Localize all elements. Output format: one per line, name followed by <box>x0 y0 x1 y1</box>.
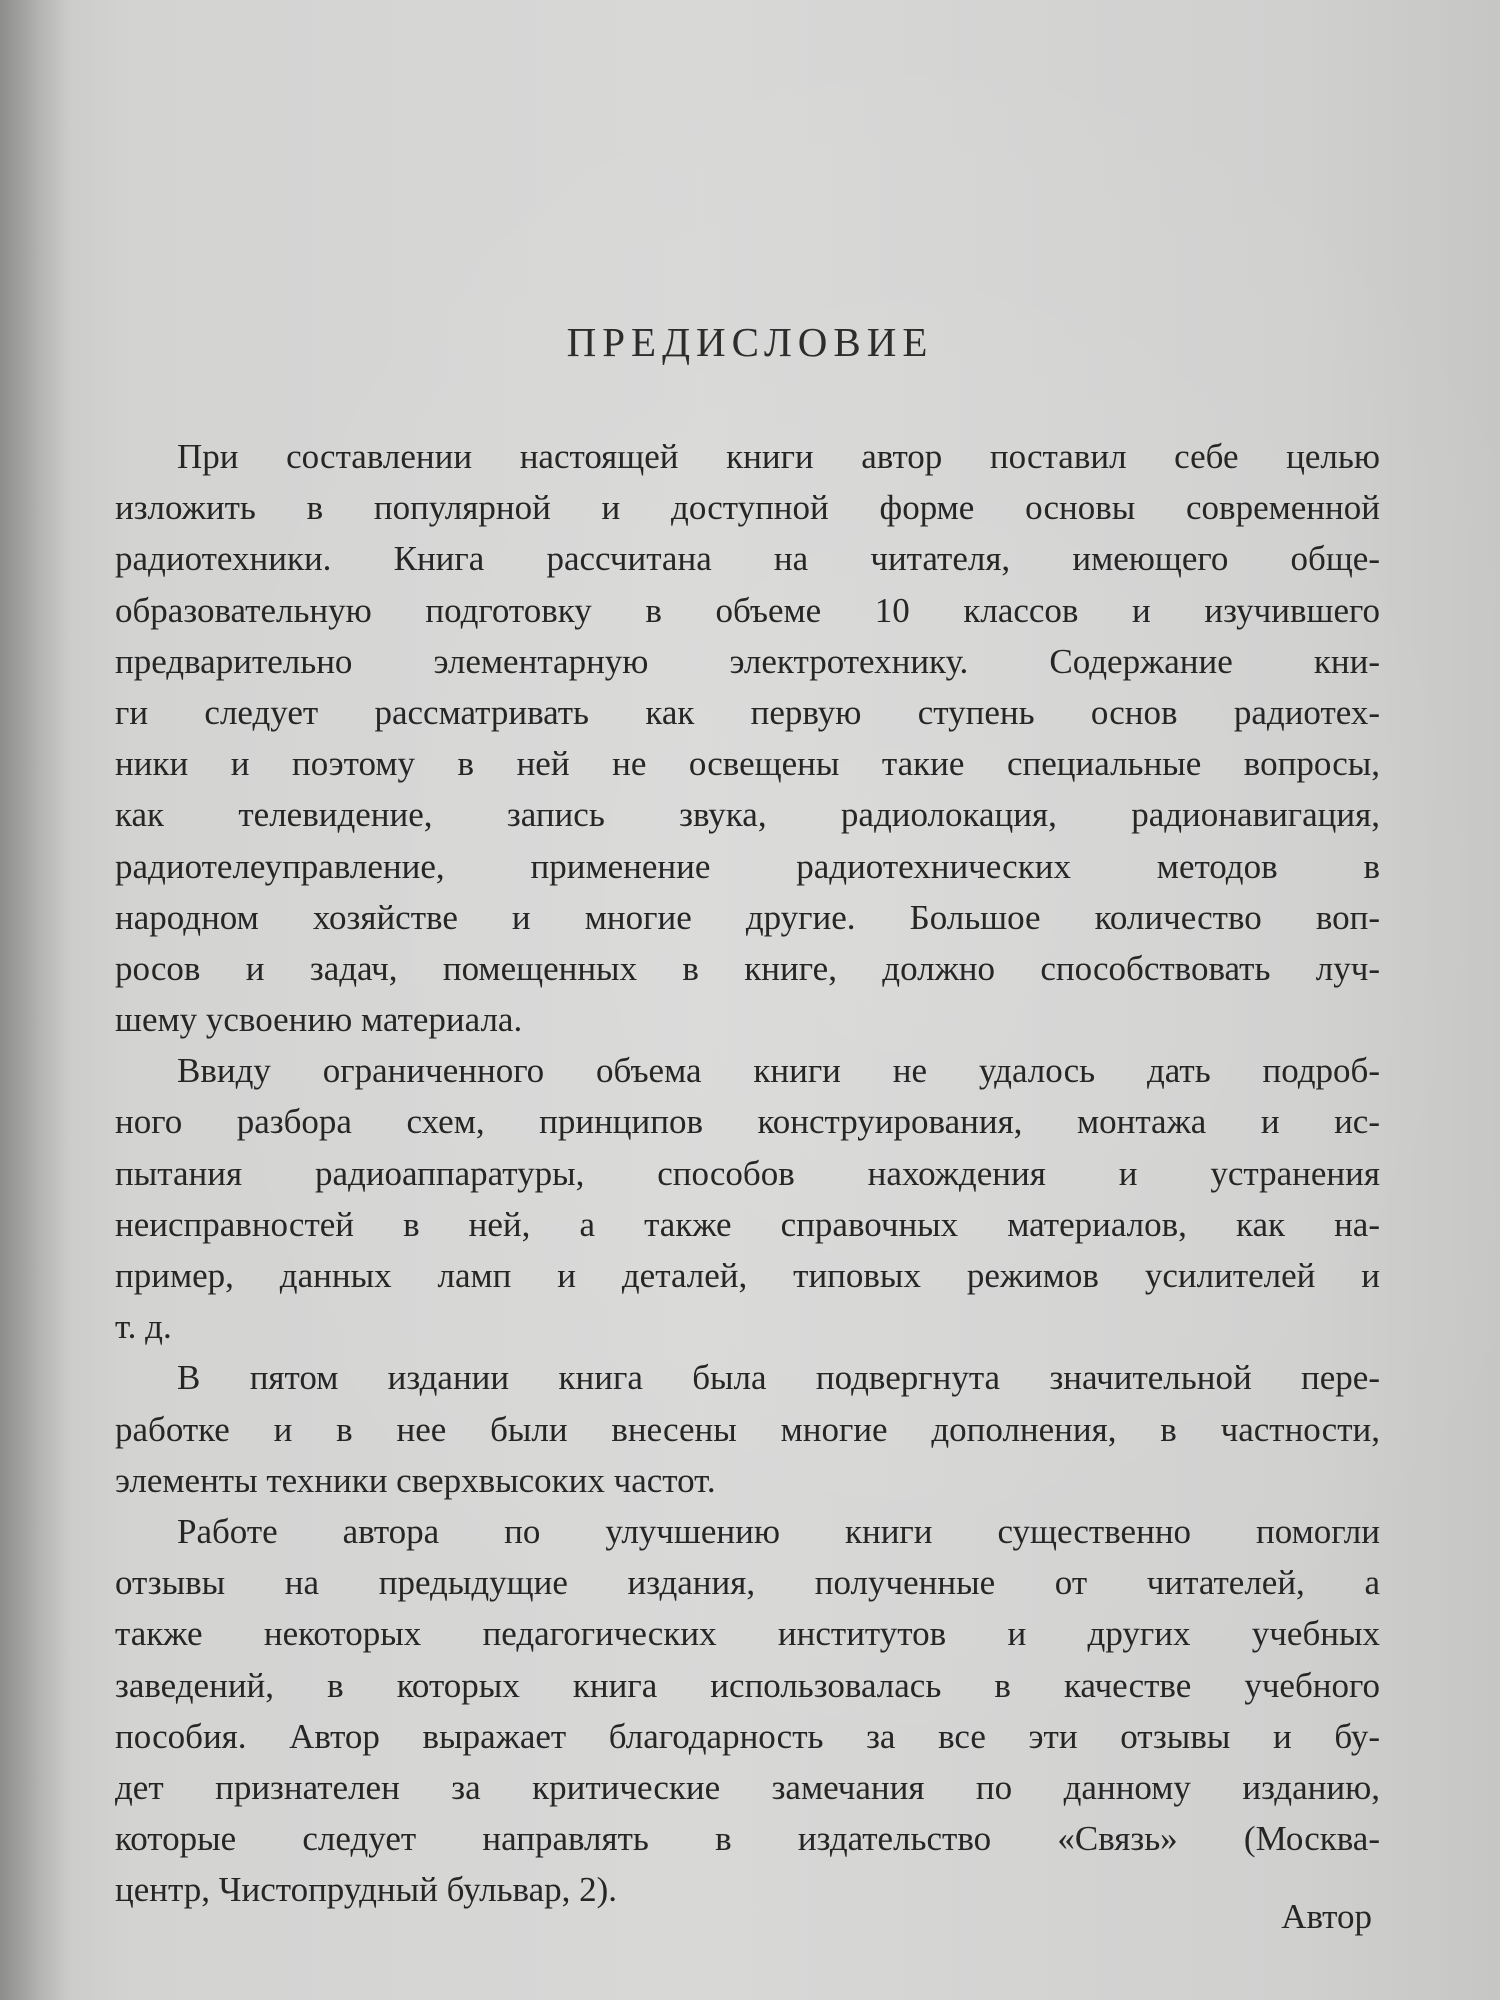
text-line: заведений, в которых книга использовалась в качестве учебного <box>115 1665 1380 1705</box>
text-line: предварительно элементарную электротехнику. Содержание кни- <box>115 641 1380 681</box>
text-line: При составлении настоящей книги автор поставил себе целью <box>177 437 1380 476</box>
text-line: Работе автора по улучшению книги существенно помогли <box>177 1511 1380 1551</box>
text-line: как телевидение, запись звука, радиолокация, радионавигация, <box>115 795 1380 835</box>
text-line: элементы техники сверхвысоких частот. <box>115 1460 716 1500</box>
text-line: которые следует направлять в издательство «Связь» (Москва- <box>115 1819 1380 1859</box>
page-title: ПРЕДИСЛОВИЕ <box>566 319 934 365</box>
text-line: радиотелеуправление, применение радиотехнических методов в <box>115 846 1380 886</box>
text-line: изложить в популярной и доступной форме основы современной <box>115 488 1380 528</box>
text-line: центр, Чистопрудный бульвар, 2). <box>115 1870 618 1910</box>
text-line: шему усвоению материала. <box>115 1000 523 1040</box>
text-line: также некоторых педагогических институтов и других учебных <box>115 1614 1380 1654</box>
text-line: В пятом издании книга была подвергнута значительной пере- <box>177 1358 1380 1398</box>
text-line: народном хозяйстве и многие другие. Большое количество воп- <box>115 897 1380 937</box>
preface-text <box>115 431 1380 1915</box>
text-line: радиотехники. Книга рассчитана на читателя, имеющего обще- <box>115 539 1380 579</box>
text-line: отзывы на предыдущие издания, полученные от читателей, а <box>115 1563 1380 1603</box>
text-line: пример, данных ламп и деталей, типовых режимов усилителей и <box>115 1256 1380 1295</box>
text-line: ги следует рассматривать как первую ступень основ радиотех- <box>115 692 1380 732</box>
author-signature: Автор <box>1281 1897 1372 1936</box>
text-line: неисправностей в ней, а также справочных материалов, как на- <box>115 1204 1380 1244</box>
text-line: росов и задач, помещенных в книге, должно способствовать луч- <box>115 948 1380 988</box>
text-line: т. д. <box>115 1307 172 1347</box>
text-line: ники и поэтому в ней не освещены такие специальные вопросы, <box>115 744 1380 784</box>
text-line: работке и в нее были внесены многие дополнения, в частности, <box>115 1409 1380 1449</box>
text-line: дет признателен за критические замечания по данному изданию, <box>115 1767 1380 1807</box>
text-line: пособия. Автор выражает благодарность за все эти отзывы и бу- <box>115 1716 1380 1756</box>
text-line: Ввиду ограниченного объема книги не удалось дать подроб- <box>177 1051 1380 1091</box>
text-line: образовательную подготовку в объеме 10 классов и изучившего <box>115 590 1380 630</box>
text-line: ного разбора схем, принципов конструирования, монтажа и ис- <box>115 1102 1380 1142</box>
text-line: пытания радиоаппаратуры, способов нахождения и устранения <box>115 1153 1380 1193</box>
